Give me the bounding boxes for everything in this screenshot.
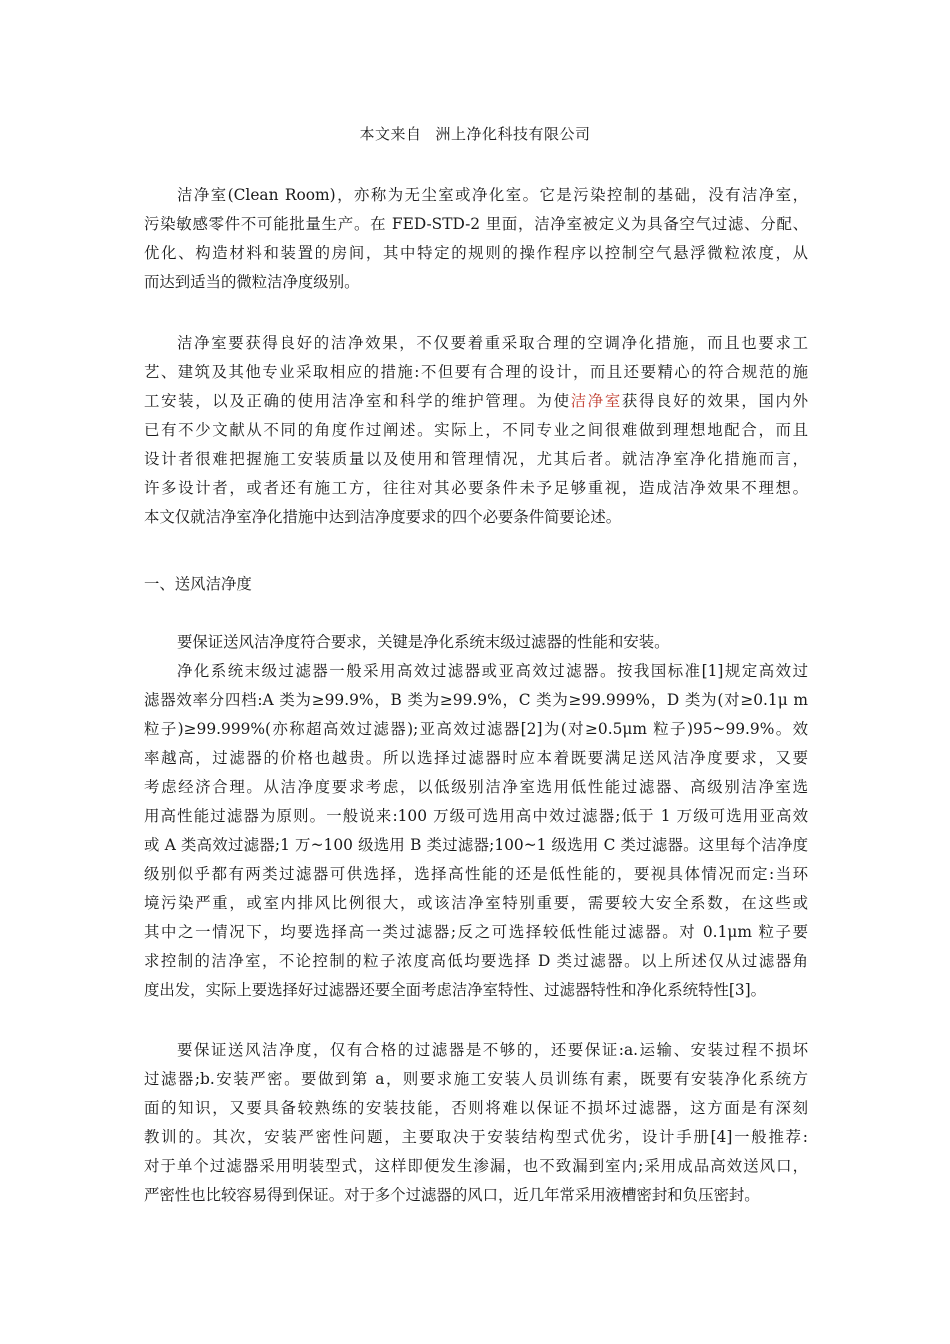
paragraph-line: 用高性能过滤器为原则。一般说来:100 万级可选用高中效过滤器;低于 1 万级可选用亚高效 xyxy=(144,807,808,825)
paragraph-line: 过滤器;b.安装严密。要做到第 a，则要求施工安装人员训练有素，既要有安装净化系统方 xyxy=(144,1070,808,1088)
paragraph-line: 洁净室(Clean Room)，亦称为无尘室或净化室。它是污染控制的基础，没有洁净室， xyxy=(177,186,808,204)
paragraph-line: 滤器效率分四档:A 类为≥99.9%，B 类为≥99.9%，C 类为≥99.999%，D 类为(对≥0.1μ m xyxy=(144,691,808,709)
paragraph-line: 粒子)≥99.999%(亦称超高效过滤器);亚高效过滤器[2]为(对≥0.5μm 粒子)95~99.9%。效 xyxy=(144,720,808,738)
paragraph-line: 污染敏感零件不可能批量生产。在 FED-STD-2 里面，洁净室被定义为具备空气过滤、分配、 xyxy=(144,215,808,233)
paragraph-line: 要保证送风洁净度符合要求，关键是净化系统末级过滤器的性能和安装。 xyxy=(177,633,670,651)
paragraph-line: 度出发，实际上要选择好过滤器还要全面考虑洁净室特性、过滤器特性和净化系统特性[3]。 xyxy=(144,981,767,999)
paragraph-line: 设计者很难把握施工安装质量以及使用和管理情况，尤其后者。就洁净室净化措施而言， xyxy=(144,450,808,468)
paragraph-line: 或 A 类高效过滤器;1 万~100 级选用 B 类过滤器;100~1 级选用 C 类过滤器。这里每个洁净度 xyxy=(144,836,808,854)
company-name: 洲上净化科技有限公司 xyxy=(435,125,591,143)
text-after-link: 获得良好的效果，国内外 xyxy=(621,392,808,410)
paragraph-line: 级别似乎都有两类过滤器可供选择，选择高性能的还是低性能的，要视具体情况而定:当环 xyxy=(144,865,808,883)
paragraph-line: 要保证送风洁净度，仅有合格的过滤器是不够的，还要保证:a.运输、安装过程不损坏 xyxy=(177,1041,808,1059)
paragraph-line: 而达到适当的微粒洁净度级别。 xyxy=(144,273,360,291)
paragraph-key-point xyxy=(144,628,808,657)
paragraph-line: 艺、建筑及其他专业采取相应的措施:不但要有合理的设计，而且还要精心的符合规范的施 xyxy=(144,363,808,381)
paragraph-line: 求控制的洁净室，不论控制的粒子浓度高低均要选择 D 类过滤器。以上所述仅从过滤器角 xyxy=(144,952,808,970)
paragraph-line: 境污染严重，或室内排风比例很大，或该洁净室特别重要，需要较大安全系数，在这些或 xyxy=(144,894,808,912)
paragraph-filter-selection xyxy=(144,657,808,1005)
paragraph-line: 净化系统末级过滤器一般采用高效过滤器或亚高效过滤器。按我国标准[1]规定高效过 xyxy=(177,662,808,680)
document-title xyxy=(0,122,950,146)
paragraph-intro xyxy=(144,181,808,297)
paragraph-line: 优化、构造材料和装置的房间，其中特定的规则的操作程序以控制空气悬浮微粒浓度，从 xyxy=(144,244,808,262)
title-prefix: 本文来自 xyxy=(359,125,422,143)
paragraph-line: 教训的。其次，安装严密性问题，主要取决于安装结构型式优劣，设计手册[4]一般推荐: xyxy=(144,1128,808,1146)
paragraph-requirements xyxy=(144,329,808,532)
paragraph-line: 其中之一情况下，均要选择高一类过滤器;反之可选择较低性能过滤器。对 0.1μm 粒子要 xyxy=(144,923,808,941)
paragraph-line: 对于单个过滤器采用明装型式，这样即便发生渗漏，也不致漏到室内;采用成品高效送风口， xyxy=(144,1157,808,1175)
paragraph-line: 洁净室要获得良好的洁净效果，不仅要着重采取合理的空调净化措施，而且也要求工 xyxy=(177,334,808,352)
paragraph-line: 许多设计者，或者还有施工方，往往对其必要条件未予足够重视，造成洁净效果不理想。 xyxy=(144,479,808,497)
cleanroom-link[interactable]: 洁净室 xyxy=(570,392,622,410)
paragraph-line: 面的知识，又要具备较熟练的安装技能，否则将难以保证不损坏过滤器，这方面是有深刻 xyxy=(144,1099,808,1117)
paragraph-line: 考虑经济合理。从洁净度要求考虑，以低级别洁净室选用低性能过滤器、高级别洁净室选 xyxy=(144,778,808,796)
paragraph-line: 严密性也比较容易得到保证。对于多个过滤器的风口，近几年常采用液槽密封和负压密封。 xyxy=(144,1186,760,1204)
paragraph-line: 率越高，过滤器的价格也越贵。所以选择过滤器时应本着既要满足送风洁净度要求，又要 xyxy=(144,749,808,767)
section-heading: 一、送风洁净度 xyxy=(144,575,252,593)
text-before-link: 工安装，以及正确的使用洁净室和科学的维护管理。为使 xyxy=(144,392,571,410)
paragraph-line: 本文仅就洁净室净化措施中达到洁净度要求的四个必要条件简要论述。 xyxy=(144,508,622,526)
paragraph-line: 已有不少文献从不同的角度作过阐述。实际上，不同专业之间很难做到理想地配合，而且 xyxy=(144,421,808,439)
paragraph-line-with-link xyxy=(144,387,808,416)
paragraph-installation xyxy=(144,1036,808,1210)
